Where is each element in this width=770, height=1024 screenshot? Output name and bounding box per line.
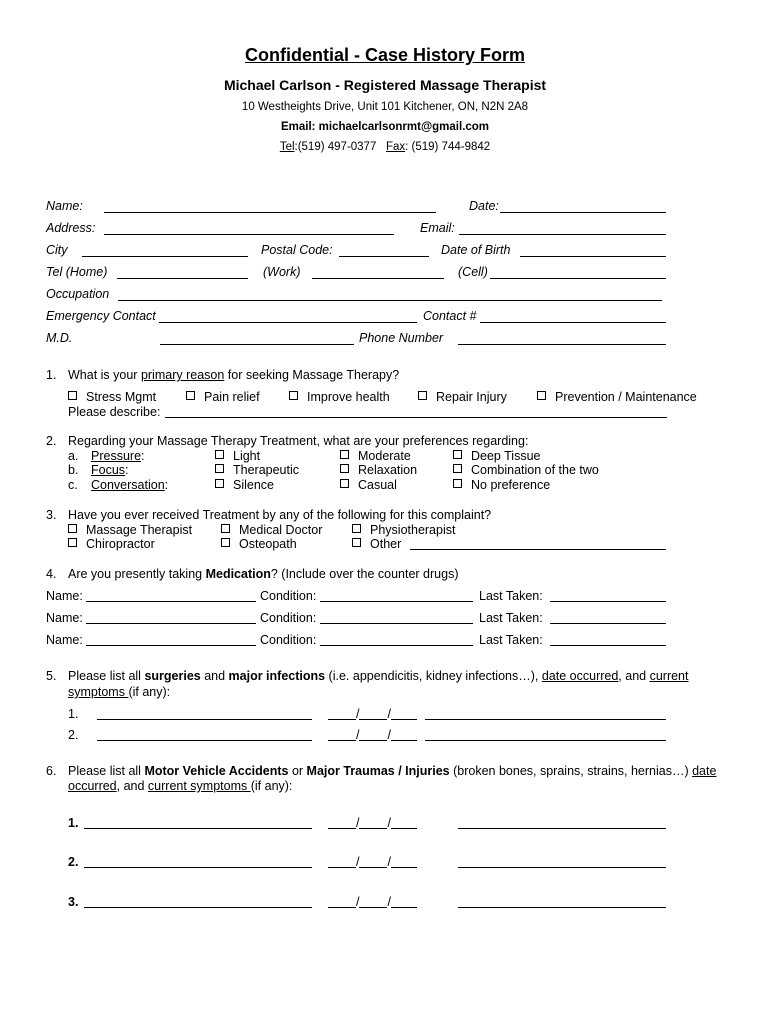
checkbox-icon[interactable] (352, 538, 361, 547)
email-field[interactable] (459, 234, 666, 235)
checkbox-icon[interactable] (221, 538, 230, 547)
checkbox-icon[interactable] (340, 450, 349, 459)
q3-option-other[interactable]: Other (352, 537, 401, 551)
fax-label: Fax (385, 141, 406, 153)
address-field[interactable] (104, 234, 394, 235)
tel-label: Tel (279, 141, 295, 153)
q6-item-2-date[interactable]: / / (328, 855, 417, 869)
q5-item-2-number: 2. (68, 728, 79, 742)
tel-value: :(519) 497-0377 (294, 141, 377, 153)
work-label: (Work) (263, 265, 301, 279)
emergency-contact-label: Emergency Contact (46, 309, 156, 323)
contact-number-label: Contact # (423, 309, 477, 323)
q1-describe-field[interactable] (165, 417, 667, 418)
q6-item-1-symptoms[interactable] (458, 828, 666, 829)
q1-question: What is your primary reason for seeking Massage Therapy? (68, 368, 400, 382)
checkbox-icon[interactable] (418, 391, 427, 400)
q3-option-chiropractor[interactable]: Chiropractor (68, 537, 155, 551)
checkbox-icon[interactable] (289, 391, 298, 400)
q2-option-combination[interactable]: Combination of the two (453, 463, 599, 477)
q1-option-prevention[interactable]: Prevention / Maintenance (537, 390, 697, 404)
q6-question-line1: Please list all Motor Vehicle Accidents or Major Traumas / Injuries (broken bones, sprains, strains, hernias…) date (68, 764, 717, 778)
cell-label: (Cell) (458, 265, 488, 279)
q1-describe-label: Please describe: (68, 405, 161, 419)
form-title: Confidential - Case History Form (244, 45, 526, 65)
q4-question: Are you presently taking Medication? (Include over the counter drugs) (68, 567, 459, 581)
q6-item-1-number: 1. (68, 816, 79, 830)
q5-item-1-description[interactable] (97, 719, 312, 720)
med2-name-label: Name: (46, 611, 83, 625)
checkbox-icon[interactable] (186, 391, 195, 400)
q1-option-injury[interactable]: Repair Injury (418, 390, 507, 404)
q3-option-osteopath[interactable]: Osteopath (221, 537, 297, 551)
q2-letter-c: c. (68, 478, 78, 492)
checkbox-icon[interactable] (340, 479, 349, 488)
dob-label: Date of Birth (441, 243, 511, 257)
postal-code-label: Postal Code: (261, 243, 333, 257)
q5-question-line1: Please list all surgeries and major infections (i.e. appendicitis, kidney infections…), date occurred, and current (68, 669, 689, 683)
q6-question-line2: occurred, and current symptoms (if any): (68, 779, 293, 793)
checkbox-icon[interactable] (215, 464, 224, 473)
checkbox-icon[interactable] (68, 524, 77, 533)
med3-last-taken-field[interactable] (550, 645, 666, 646)
q5-item-2-symptoms[interactable] (425, 740, 666, 741)
med1-last-taken-field[interactable] (550, 601, 666, 602)
med1-condition-field[interactable] (320, 601, 473, 602)
cell-field[interactable] (490, 278, 666, 279)
q5-item-1-date[interactable]: / / (328, 707, 417, 721)
q2-pressure-label: Pressure: (91, 449, 145, 463)
q6-number: 6. (46, 764, 57, 778)
work-field[interactable] (312, 278, 444, 279)
occupation-label: Occupation (46, 287, 110, 301)
email-label: Email: (420, 221, 455, 235)
q2-conversation-label: Conversation: (91, 478, 169, 492)
contact-number-field[interactable] (480, 322, 666, 323)
q5-number: 5. (46, 669, 57, 683)
med1-name-label: Name: (46, 589, 83, 603)
med2-condition-label: Condition: (260, 611, 317, 625)
q2-option-relaxation[interactable]: Relaxation (340, 463, 417, 477)
q2-number: 2. (46, 434, 57, 448)
q6-item-2-number: 2. (68, 855, 79, 869)
checkbox-icon[interactable] (453, 450, 462, 459)
checkbox-icon[interactable] (453, 479, 462, 488)
md-label: M.D. (46, 331, 73, 345)
phone-number-label: Phone Number (359, 331, 444, 345)
city-field[interactable] (82, 256, 248, 257)
clinic-phone-fax (0, 141, 770, 153)
q2-option-light[interactable]: Light (215, 449, 260, 463)
name-label: Name: (46, 199, 83, 213)
q1-option-stress[interactable]: Stress Mgmt (68, 390, 156, 404)
fax-value: : (519) 744-9842 (405, 141, 491, 153)
q2-option-therapeutic[interactable]: Therapeutic (215, 463, 299, 477)
q3-number: 3. (46, 508, 57, 522)
q3-option-massage-therapist[interactable]: Massage Therapist (68, 523, 192, 537)
checkbox-icon[interactable] (68, 538, 77, 547)
q2-question: Regarding your Massage Therapy Treatment, what are your preferences regarding: (68, 434, 529, 448)
med1-name-field[interactable] (86, 601, 256, 602)
med1-condition-label: Condition: (260, 589, 317, 603)
q6-item-1-description[interactable] (84, 828, 312, 829)
q3-question: Have you ever received Treatment by any of the following for this complaint? (68, 508, 492, 522)
q5-question-line2: symptoms (if any): (68, 685, 171, 699)
checkbox-icon[interactable] (68, 391, 77, 400)
tel-home-field[interactable] (117, 278, 248, 279)
q2-option-silence[interactable]: Silence (215, 478, 274, 492)
checkbox-icon[interactable] (453, 464, 462, 473)
q4-number: 4. (46, 567, 57, 581)
q5-item-2-description[interactable] (97, 740, 312, 741)
q2-letter-a: a. (68, 449, 79, 463)
date-field[interactable] (500, 212, 666, 213)
q1-option-pain[interactable]: Pain relief (186, 390, 260, 404)
q2-option-no-preference[interactable]: No preference (453, 478, 550, 492)
date-label: Date: (469, 199, 499, 213)
clinic-email: Email: michaelcarlsonrmt@gmail.com (280, 121, 490, 133)
q2-option-moderate[interactable]: Moderate (340, 449, 411, 463)
checkbox-icon[interactable] (537, 391, 546, 400)
q6-item-3-symptoms[interactable] (458, 907, 666, 908)
therapist-name: Michael Carlson - Registered Massage Therapist (223, 77, 547, 93)
checkbox-icon[interactable] (215, 479, 224, 488)
checkbox-icon[interactable] (215, 450, 224, 459)
med3-name-label: Name: (46, 633, 83, 647)
address-label: Address: (46, 221, 96, 235)
occupation-field[interactable] (118, 300, 662, 301)
q2-option-casual[interactable]: Casual (340, 478, 397, 492)
q2-letter-b: b. (68, 463, 79, 477)
checkbox-icon[interactable] (352, 524, 361, 533)
city-label: City (46, 243, 68, 257)
emergency-contact-field[interactable] (159, 322, 417, 323)
med3-last-taken-label: Last Taken: (479, 633, 543, 647)
q5-item-1-symptoms[interactable] (425, 719, 666, 720)
clinic-address: 10 Westheights Drive, Unit 101 Kitchener, ON, N2N 2A8 (241, 101, 529, 113)
med2-condition-field[interactable] (320, 623, 473, 624)
q6-item-3-number: 3. (68, 895, 79, 909)
med1-last-taken-label: Last Taken: (479, 589, 543, 603)
med2-last-taken-label: Last Taken: (479, 611, 543, 625)
q5-item-2-date[interactable]: / / (328, 728, 417, 742)
q6-item-2-description[interactable] (84, 867, 312, 868)
dob-field[interactable] (520, 256, 666, 257)
q5-item-1-number: 1. (68, 707, 79, 721)
checkbox-icon[interactable] (340, 464, 349, 473)
q3-option-medical-doctor[interactable]: Medical Doctor (221, 523, 322, 537)
q2-option-deep-tissue[interactable]: Deep Tissue (453, 449, 540, 463)
q1-option-health[interactable]: Improve health (289, 390, 390, 404)
q3-option-physiotherapist[interactable]: Physiotherapist (352, 523, 455, 537)
q6-item-2-symptoms[interactable] (458, 867, 666, 868)
checkbox-icon[interactable] (221, 524, 230, 533)
postal-code-field[interactable] (339, 256, 429, 257)
q2-focus-label: Focus: (91, 463, 129, 477)
phone-number-field[interactable] (458, 344, 666, 345)
q6-item-1-date[interactable]: / / (328, 816, 417, 830)
tel-home-label: Tel (Home) (46, 265, 108, 279)
med3-condition-field[interactable] (320, 645, 473, 646)
q3-other-field[interactable] (410, 549, 666, 550)
q6-item-3-description[interactable] (84, 907, 312, 908)
med2-name-field[interactable] (86, 623, 256, 624)
med2-last-taken-field[interactable] (550, 623, 666, 624)
q1-number: 1. (46, 368, 57, 382)
med3-name-field[interactable] (86, 645, 256, 646)
md-field[interactable] (160, 344, 354, 345)
med3-condition-label: Condition: (260, 633, 317, 647)
name-field[interactable] (104, 212, 436, 213)
q6-item-3-date[interactable]: / / (328, 895, 417, 909)
